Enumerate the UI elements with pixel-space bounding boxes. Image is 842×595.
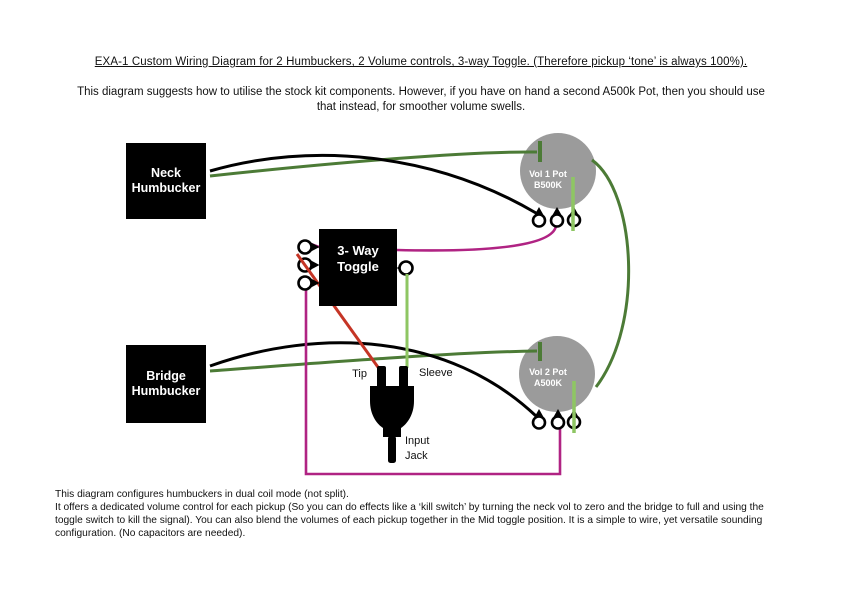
- vol1-pot-label-line1: Vol 1 Pot: [529, 169, 567, 179]
- vol1-pot-label-line2: B500K: [533, 179, 562, 190]
- diagram-subtitle: [0, 85, 842, 114]
- jack-sleeve-prong: [399, 366, 408, 388]
- vol2-lug2: [552, 417, 564, 429]
- sleeve-label: Sleeve: [419, 367, 453, 379]
- diagram-title: EXA-1 Custom Wiring Diagram for 2 Humbuckers, 2 Volume controls, 3-way Toggle. (Therefore pickup ‘tone’ is always 100%).: [94, 56, 748, 68]
- footer-line-3: toggle switch to kill the signal). You can also blend the volumes of each pickup together in the Mid toggle position. It is a simple to wire, yet versatile sounding: [55, 514, 763, 526]
- input-jack-label-line1: Input: [405, 435, 430, 447]
- toggle-switch-label-line1: 3- Way: [337, 243, 379, 258]
- pot1-to-pot2-ground-wire: [592, 160, 629, 387]
- bridge-humbucker-label: [126, 345, 206, 423]
- jack-tip-prong: [377, 366, 386, 388]
- vol2-lug1: [533, 417, 545, 429]
- input-jack-label-line2: Jack: [405, 450, 428, 462]
- toggle-switch-label-line2: Toggle: [337, 258, 379, 274]
- vol1-lug2: [551, 215, 563, 227]
- subtitle-line-2: that instead, for smoother volume swells.: [316, 100, 526, 113]
- tip-label: Tip: [352, 368, 367, 380]
- neck-humbucker-label-line1: Neck: [151, 165, 181, 180]
- vol1-lug1: [533, 215, 545, 227]
- footer-line-4: configuration. (No capacitors are needed).: [55, 527, 246, 539]
- jack-body: [370, 386, 414, 437]
- footer-note: [55, 489, 815, 541]
- subtitle-line-1: This diagram suggests how to utilise the stock kit components. However, if you have on hand a second A500k Pot, then you should use: [77, 86, 765, 98]
- input-jack-label: [405, 434, 429, 464]
- vol2-pot-label-line2: A500K: [533, 377, 562, 388]
- toggle-lug-bottom: [299, 277, 312, 290]
- neck-hot-wire: [210, 155, 536, 213]
- toggle-switch-label: [319, 243, 397, 274]
- bridge-humbucker-label-line1: Bridge: [146, 368, 186, 383]
- vol1-to-toggle-signal-wire: [397, 226, 556, 250]
- toggle-lug-output: [400, 262, 413, 275]
- neck-humbucker-label-line2: Humbucker: [131, 181, 201, 195]
- vol1-pot-label: [498, 169, 598, 190]
- bridge-humbucker-label-line2: Humbucker: [131, 384, 201, 398]
- neck-ground-wire: [210, 152, 537, 176]
- jack-cable: [388, 436, 396, 463]
- neck-humbucker-label: [126, 143, 206, 219]
- vol2-pot-label: [498, 367, 598, 388]
- footer-line-1: This diagram configures humbuckers in dual coil mode (not split).: [55, 489, 349, 500]
- footer-line-2: It offers a dedicated volume control for each pickup (So you can do effects like a ‘kill switch’ by turning the neck vol to zero and the bridge to full and using the: [55, 501, 764, 513]
- vol2-pot-label-line1: Vol 2 Pot: [529, 367, 567, 377]
- toggle-lug-top: [299, 241, 312, 254]
